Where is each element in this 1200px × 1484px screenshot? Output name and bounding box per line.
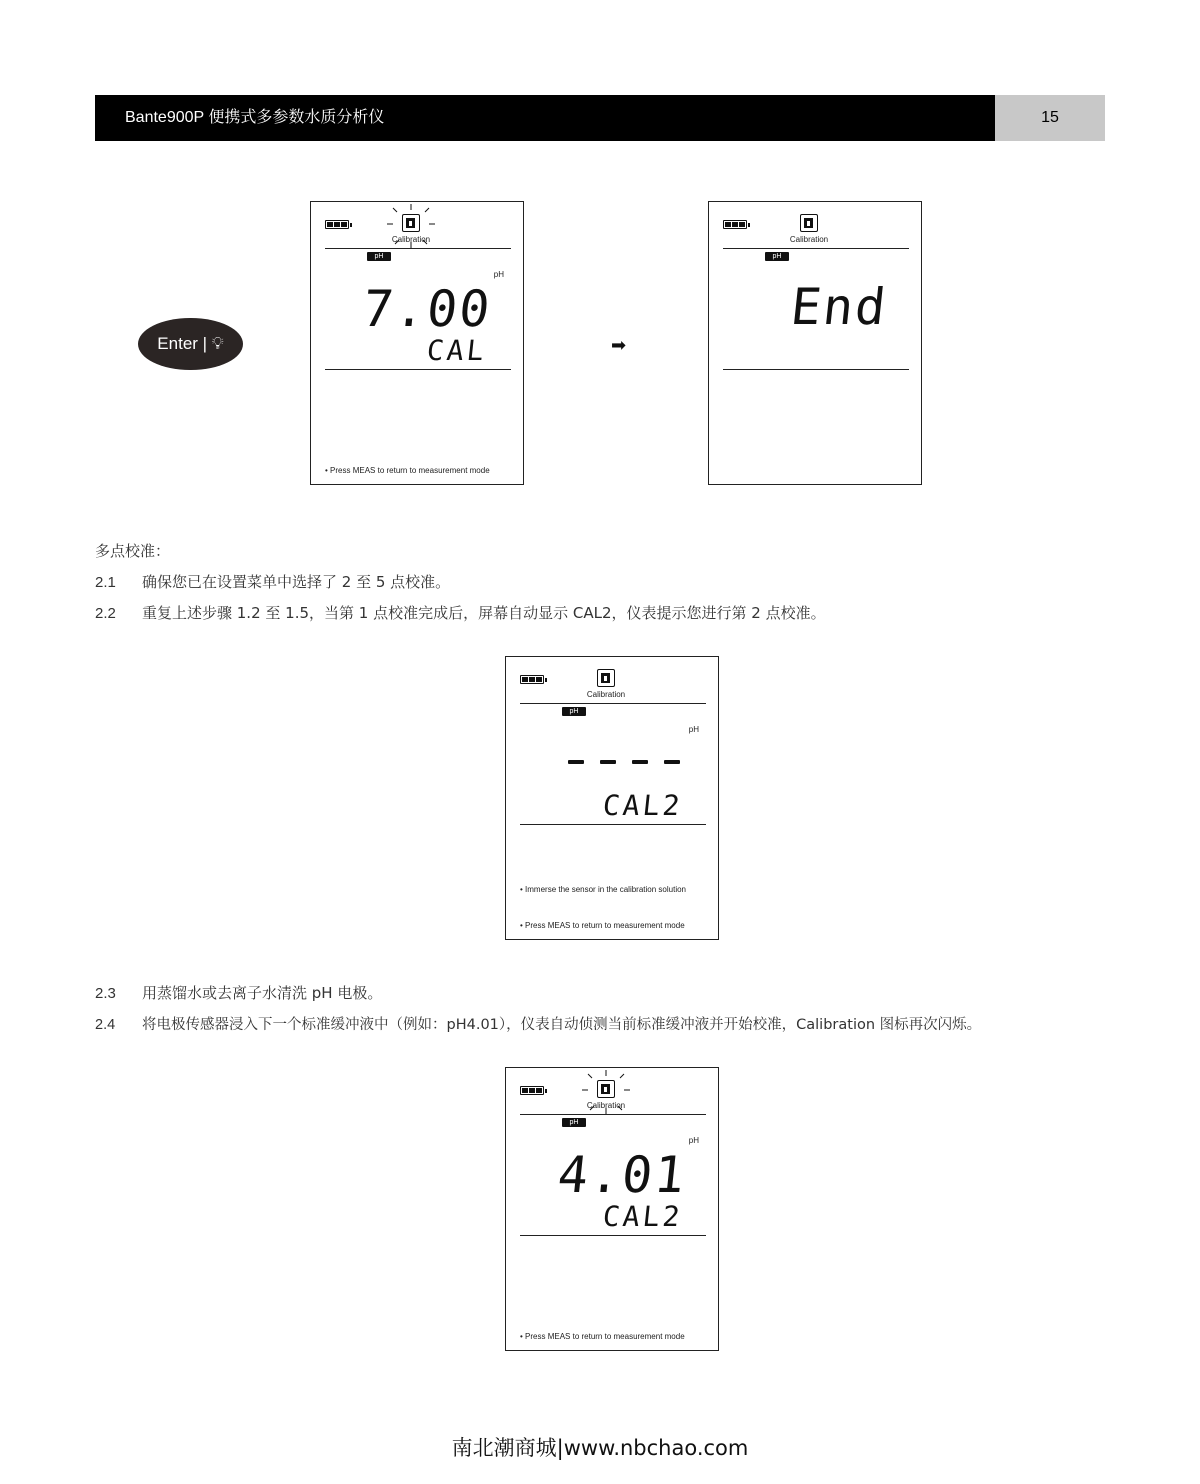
calibration-label: Calibration — [586, 690, 626, 699]
ph-badge: pH — [562, 707, 586, 716]
divider — [723, 369, 909, 370]
step-item — [95, 571, 450, 592]
reading-value: 7.00 — [359, 280, 495, 338]
step-text: 用蒸馏水或去离子水清洗 pH 电极。 — [142, 984, 383, 1002]
lcd-screen-cal — [310, 201, 524, 485]
ph-badge: pH — [562, 1118, 586, 1127]
step-number: 2.3 — [95, 985, 116, 1002]
footer-watermark: 南北潮商城|www.nbchao.com — [451, 1436, 749, 1460]
divider — [723, 248, 909, 249]
calibration-icon — [402, 214, 420, 232]
lcd-screen-cal2-reading — [505, 1067, 719, 1351]
meas-note: • Press MEAS to return to measurement mode — [520, 921, 685, 930]
calibration-icon — [597, 669, 615, 687]
calibration-label: Calibration — [789, 235, 829, 244]
arrow-right-icon: ➡ — [611, 335, 627, 356]
step-text: 确保您已在设置菜单中选择了 2 至 5 点校准。 — [142, 573, 451, 591]
lcd-screen-end — [708, 201, 922, 485]
step-number: 2.1 — [95, 574, 116, 591]
divider — [325, 369, 511, 370]
calibration-label: Calibration — [391, 235, 431, 244]
battery-icon — [520, 1086, 544, 1095]
step-item — [95, 982, 382, 1003]
calibration-icon — [597, 1080, 615, 1098]
step-item — [95, 602, 826, 623]
dash-reading — [568, 760, 680, 764]
ph-badge: pH — [367, 252, 391, 261]
step-item — [95, 1013, 981, 1034]
immerse-note: • Immerse the sensor in the calibration solution — [520, 885, 686, 894]
ph-unit: pH — [688, 725, 699, 734]
meas-note: • Press MEAS to return to measurement mode — [520, 1332, 685, 1341]
divider — [520, 1114, 706, 1115]
sub-display: CAL — [425, 334, 489, 367]
divider — [520, 1235, 706, 1236]
lcd-screen-cal2 — [505, 656, 719, 940]
ph-badge: pH — [765, 252, 789, 261]
battery-icon — [723, 220, 747, 229]
step-number: 2.4 — [95, 1017, 116, 1033]
enter-label: Enter | — [157, 334, 212, 353]
reading-value: 4.01 — [554, 1146, 690, 1204]
step-text: 重复上述步骤 1.2 至 1.5，当第 1 点校准完成后，屏幕自动显示 CAL2，仪表提示您进行第 2 点校准。 — [142, 604, 826, 622]
meas-note: • Press MEAS to return to measurement mode — [325, 466, 490, 475]
sub-display: CAL2 — [600, 1200, 684, 1233]
enter-button — [138, 318, 243, 370]
header-title: Bante900P 便携式多参数水质分析仪 — [95, 95, 995, 141]
battery-icon — [325, 220, 349, 229]
divider — [520, 703, 706, 704]
step-number: 2.2 — [95, 605, 116, 622]
battery-icon — [520, 675, 544, 684]
page-number: 15 — [995, 95, 1105, 141]
reading-value: End — [787, 278, 891, 336]
multi-point-title: 多点校准： — [95, 542, 171, 560]
calibration-icon — [800, 214, 818, 232]
ph-unit: pH — [493, 270, 504, 279]
sub-display: CAL2 — [600, 789, 684, 822]
step-text: 将电极传感器浸入下一个标准缓冲液中（例如：pH4.01），仪表自动侦测当前标准缓冲液并开始校准，Calibration 图标再次闪烁。 — [142, 1017, 982, 1033]
calibration-label: Calibration — [586, 1101, 626, 1110]
lightbulb-icon: 💡︎ — [211, 334, 224, 353]
divider — [520, 824, 706, 825]
divider — [325, 248, 511, 249]
ph-unit: pH — [688, 1136, 699, 1145]
